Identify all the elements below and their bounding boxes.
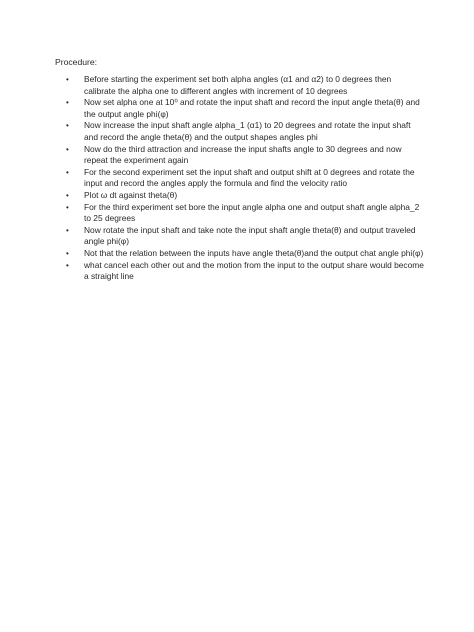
list-item-text: what cancel each other out and the motion from the input to the output share would become a straight line: [84, 259, 424, 282]
list-item: [55, 202, 425, 225]
list-item-text: Now rotate the input shaft and take note the input shaft angle theta(θ) and output traveled angle phi(φ): [84, 224, 416, 247]
bullet-icon: •: [66, 144, 69, 154]
list-item-text: Not that the relation between the inputs have angle theta(θ)and the output chat angle phi(φ): [84, 247, 424, 258]
list-item-text: Now increase the input shaft angle alpha_1 (α1) to 20 degrees and rotate the input shaft and record the angle theta(θ) and the output shapes angles phi: [84, 120, 411, 142]
list-item-text: Before starting the experiment set both alpha angles (α1 and α2) to 0 degrees then calibrate the alpha one to different angles with increment of 10 degrees: [84, 74, 392, 96]
bullet-icon: •: [66, 202, 69, 212]
bullet-icon: •: [66, 75, 69, 84]
list-item: [55, 120, 425, 143]
bullet-icon: •: [66, 167, 69, 177]
list-item: [55, 225, 425, 248]
procedure-list: [55, 74, 425, 283]
list-item: [55, 190, 425, 202]
bullet-icon: •: [66, 121, 69, 131]
procedure-heading: Procedure:: [55, 57, 98, 67]
list-item-text: Now set alpha one at 10⁰ and rotate the input shaft and record the input angle theta(θ) and the output angle phi(φ): [84, 97, 420, 119]
bullet-icon: •: [66, 98, 69, 108]
list-item-text: For the third experiment set bore the input angle alpha one and output shaft angle alpha_2 to 25 degrees: [84, 201, 420, 224]
list-item-text: Plot ω dt against theta(θ): [84, 189, 178, 200]
bullet-icon: •: [66, 190, 69, 200]
list-item-text: For the second experiment set the input shaft and output shift at 0 degrees and rotate the input and record the angles apply the formula and find the velocity ratio: [84, 166, 415, 189]
bullet-icon: •: [66, 225, 69, 235]
list-item: [55, 97, 425, 120]
list-item-text: Now do the third attraction and increase the input shafts angle to 30 degrees and now repeat the experiment again: [84, 143, 402, 166]
list-item: [55, 144, 425, 167]
bullet-icon: •: [66, 260, 69, 270]
list-item: [55, 248, 425, 260]
bullet-icon: •: [66, 248, 69, 258]
list-item: [55, 74, 425, 97]
list-item: [55, 167, 425, 190]
list-item: [55, 260, 425, 283]
